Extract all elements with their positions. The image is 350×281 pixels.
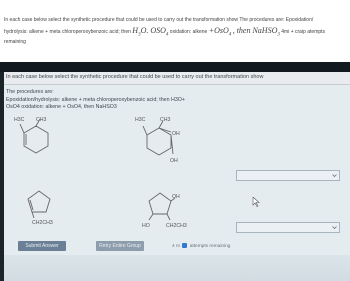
substituent-label: CH3 <box>36 117 47 123</box>
procedure-epoxidation: Epoxidation/hydrolysis: alkene + meta chloroperoxybenzoic acid; then H3O+ <box>6 96 186 103</box>
monitor-photo <box>0 62 350 281</box>
procedure-oso4: OsO4 oxidation: alkene + OsO4, then NaHSO3 <box>6 104 117 110</box>
reactant-molecule-2 <box>24 188 54 216</box>
substituent-label: CH2CH3 <box>166 223 187 229</box>
screen-bottom <box>4 255 350 281</box>
question-text: oxidation: alkene <box>169 29 208 35</box>
screen-area <box>4 72 350 281</box>
question-text: + <box>290 29 294 35</box>
procedure-select-2[interactable] <box>236 222 340 233</box>
hydroxyl-label: HO <box>142 223 150 229</box>
monitor-bezel <box>0 62 350 72</box>
question-text: hydrolysis: alkene <box>4 29 44 35</box>
product-molecule-2 <box>144 190 176 220</box>
procedures-list <box>6 89 185 112</box>
product-molecule-1 <box>142 124 176 158</box>
reactant-molecule-1 <box>20 122 52 154</box>
math-oso4: +OsO$_4$ <box>208 26 232 38</box>
question-text: 4mi <box>281 29 290 35</box>
hydroxyl-label: OH <box>172 194 180 200</box>
substituent-label: H3C <box>135 117 146 123</box>
math-h3o: $H_3O$. $OSO_4$ <box>132 26 169 38</box>
submit-answer-button[interactable]: Submit Answer <box>18 241 66 251</box>
substituent-label: CH2CH3 <box>32 220 53 226</box>
question-text: + <box>45 29 49 35</box>
chevron-down-icon <box>332 225 337 230</box>
instruction-banner <box>4 72 350 85</box>
question-header <box>0 0 350 60</box>
hydroxyl-label: OH <box>172 131 180 137</box>
info-icon <box>182 243 187 248</box>
mouse-cursor-icon <box>252 197 260 207</box>
attempts-text: attempts remaining <box>189 243 231 249</box>
attempts-remaining <box>172 243 230 249</box>
question-text: meta chloroperoxybenzoic acid; then <box>49 29 131 35</box>
substituent-label: CH3 <box>160 117 171 123</box>
question-text: craip atempts <box>295 29 326 35</box>
banner-text: In each case below select the synthetic procedure that could be used to carry out the transformation show <box>6 74 264 80</box>
chevron-down-icon <box>332 173 337 178</box>
procedures-title: The procedures are: <box>6 89 54 95</box>
question-line-3: remaining <box>4 39 26 45</box>
question-line-2 <box>4 28 325 39</box>
retry-group-button[interactable]: Retry Entire Group <box>96 241 144 251</box>
attempts-prefix: 4 m <box>172 243 180 249</box>
procedure-select-1[interactable] <box>236 170 340 181</box>
hydroxyl-label: OH <box>170 158 178 164</box>
substituent-label: H3C <box>14 117 25 123</box>
math-nahso3: , then NaHSO$_3$ <box>232 26 280 38</box>
question-line-1: In each case below select the synthetic procedure that could be used to carry out the transformation show The procedures are: Epoxidation/ <box>4 17 314 23</box>
